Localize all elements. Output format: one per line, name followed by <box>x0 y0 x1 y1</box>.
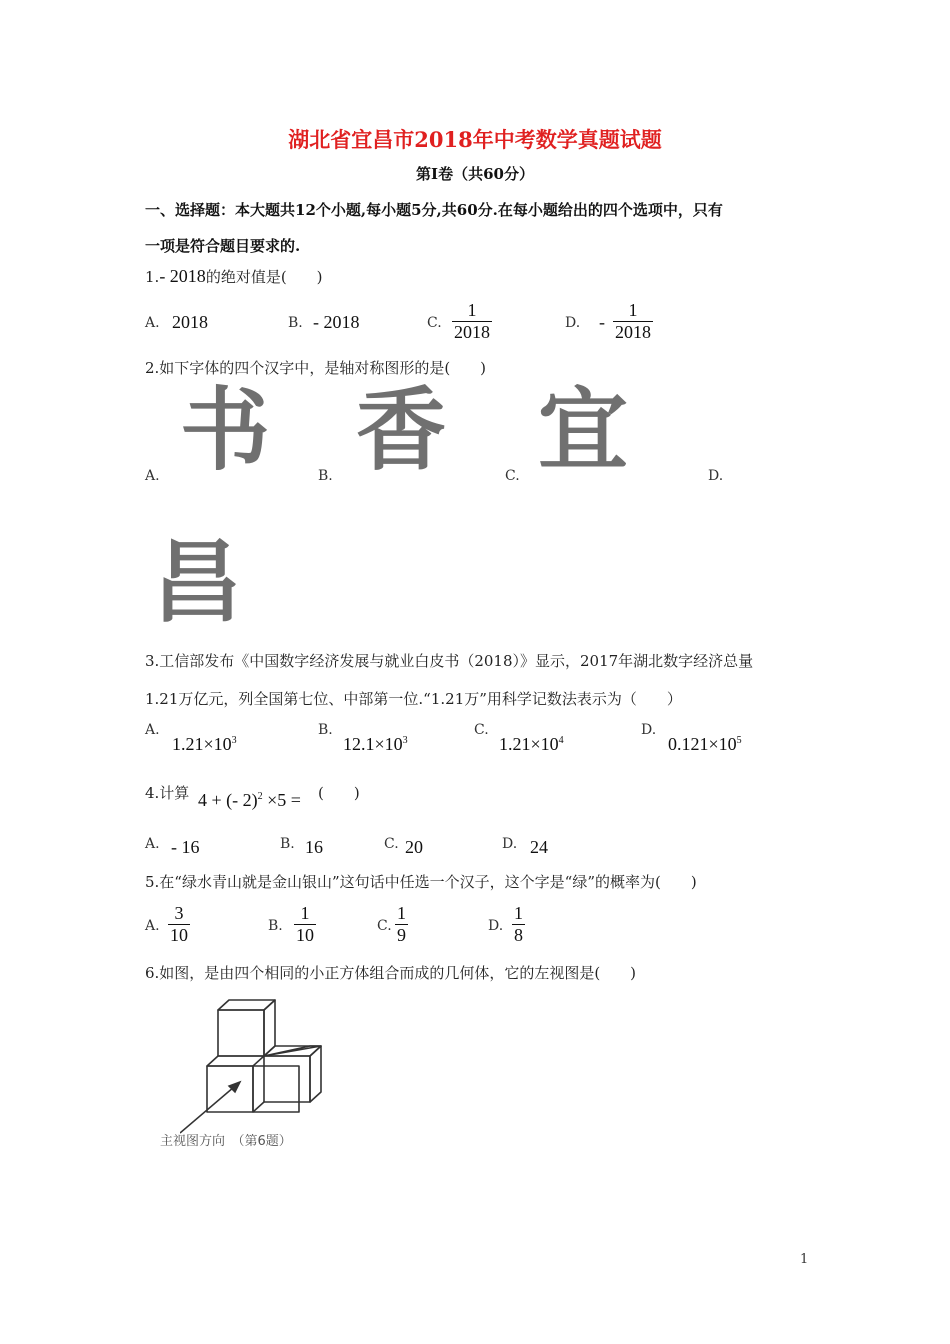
q3-option-c <box>499 734 564 755</box>
q2-option-d-label: D. <box>708 468 724 484</box>
q5-option-b-denominator: 10 <box>296 925 314 945</box>
question-6: 6.如图，是由四个相同的小正方体组合而成的几何体，它的左视图是( ) <box>145 964 637 982</box>
q3-option-a <box>172 734 237 755</box>
q5-option-b-numerator: 1 <box>300 903 310 923</box>
q3-option-b-base: 12.1×10 <box>343 734 403 754</box>
q4-expression <box>198 790 301 811</box>
q1-option-b-label: B. <box>288 315 303 331</box>
q2-option-b-character: 香 <box>356 378 446 483</box>
cube-figure <box>180 995 350 1145</box>
question-3-line1: 3.工信部发布《中国数字经济发展与就业白皮书（2018）》显示，2017年湖北数字经济总量 <box>145 652 754 670</box>
q4-option-c: 20 <box>405 837 423 857</box>
page-subtitle: 第Ⅰ卷（共60分） <box>416 165 534 183</box>
q1-option-d-fraction <box>613 300 653 343</box>
cube-right-front <box>264 1056 310 1102</box>
q4-paren: ( ) <box>318 784 360 802</box>
figure-caption: 主视图方向 （第6题） <box>160 1134 292 1149</box>
q1-option-c-denominator: 2018 <box>454 322 490 342</box>
q5-option-c-numerator: 1 <box>397 903 406 923</box>
cube-right-side <box>310 1046 321 1102</box>
section-heading-line1: 一、选择题：本大题共12个小题,每小题5分,共60分.在每小题给出的四个选项中，只有 <box>145 201 723 219</box>
q4-option-c-label: C. <box>384 836 399 852</box>
q5-option-a-fraction <box>168 903 190 946</box>
q5-option-d-numerator: 1 <box>514 903 523 923</box>
q3-option-a-label: A. <box>145 722 160 738</box>
q5-option-d-denominator: 8 <box>514 925 523 945</box>
q1-option-d-numerator: 1 <box>628 300 638 320</box>
q3-option-b <box>343 734 408 755</box>
q4-option-d-label: D. <box>502 836 518 852</box>
q5-option-d-fraction <box>512 903 525 946</box>
q3-option-a-base: 1.21×10 <box>172 734 232 754</box>
q1-text: 的绝对值是( ) <box>205 268 323 286</box>
q5-option-d-label: D. <box>488 918 504 934</box>
q4-number: 4.计算 <box>145 784 190 802</box>
q5-option-a-label: A. <box>145 918 160 934</box>
q1-options <box>145 300 845 350</box>
q1-number: 1. <box>145 268 160 286</box>
q1-option-c-numerator: 1 <box>467 300 477 320</box>
q4-option-b: 16 <box>305 837 323 857</box>
q5-option-c-denominator: 9 <box>397 925 406 945</box>
q1-option-a: 2018 <box>172 312 208 332</box>
q1-option-c-fraction <box>452 300 492 343</box>
cube-left-top <box>207 1056 264 1066</box>
q2-option-a-character: 书 <box>180 378 270 483</box>
q1-option-c-label: C. <box>427 315 442 331</box>
q4-option-d: 24 <box>530 837 548 857</box>
q5-option-c-fraction <box>395 903 408 946</box>
q2-option-d-character: 昌 <box>152 530 242 635</box>
view-direction-arrow <box>180 1082 240 1133</box>
q5-option-c-label: C. <box>377 918 392 934</box>
q1-option-d-sign: - <box>599 312 605 332</box>
q2-option-a-label: A. <box>145 468 160 484</box>
q5-option-b-fraction <box>294 903 316 946</box>
q5-option-a-numerator: 3 <box>174 903 184 923</box>
q3-option-d <box>668 734 742 755</box>
question-2: 2.如下字体的四个汉字中，是轴对称图形的是( ) <box>145 359 487 377</box>
section-heading-line2: 一项是符合题目要求的. <box>145 237 301 255</box>
q4-expression-exponent: 2 <box>257 791 263 802</box>
q3-option-d-exponent: 5 <box>736 735 742 746</box>
q4-option-a-label: A. <box>145 836 160 852</box>
q3-option-c-label: C. <box>474 722 489 738</box>
q3-option-c-base: 1.21×10 <box>499 734 559 754</box>
q2-option-c-character: 宜 <box>538 378 628 483</box>
q1-option-b: - 2018 <box>313 312 360 332</box>
q3-option-b-exponent: 3 <box>402 735 408 746</box>
q4-option-b-label: B. <box>280 836 295 852</box>
q3-option-d-label: D. <box>641 722 657 738</box>
q5-option-b-label: B. <box>268 918 283 934</box>
cube-top-front <box>218 1010 264 1056</box>
q3-option-b-label: B. <box>318 722 333 738</box>
q2-option-c-label: C. <box>505 468 520 484</box>
q3-option-d-base: 0.121×10 <box>668 734 737 754</box>
q1-option-d-denominator: 2018 <box>615 322 651 342</box>
q3-option-a-exponent: 3 <box>231 735 237 746</box>
page-number: 1 <box>800 1252 809 1267</box>
q4-expression-rest: ×5 = <box>262 790 301 810</box>
page-title: 湖北省宜昌市2018年中考数学真题试题 <box>288 127 662 152</box>
q2-option-b-label: B. <box>318 468 333 484</box>
q5-option-a-denominator: 10 <box>170 925 188 945</box>
q4-option-a: - 16 <box>171 837 200 857</box>
question-3-line2: 1.21万亿元，列全国第七位、中部第一位.“1.21万”用科学记数法表示为（ ） <box>145 690 682 708</box>
q1-option-d-label: D. <box>565 315 581 331</box>
q4-expression-base: 4 + (- 2) <box>198 790 258 810</box>
q3-option-c-exponent: 4 <box>558 735 564 746</box>
q1-expression: - 2018 <box>159 266 206 286</box>
question-1 <box>145 266 323 287</box>
question-5: 5.在“绿水青山就是金山银山”这句话中任选一个汉子，这个字是“绿”的概率为( ) <box>145 873 697 891</box>
q1-option-a-label: A. <box>145 315 160 331</box>
